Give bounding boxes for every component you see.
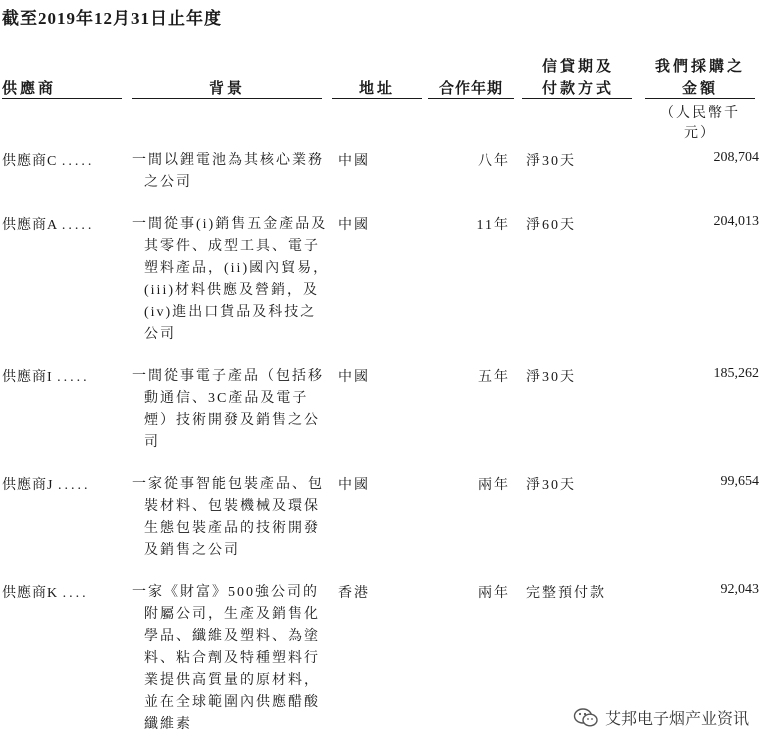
- supplier-location: 中國: [338, 370, 370, 385]
- supplier-name: 供應商I .....: [2, 370, 90, 385]
- header-rule-purchase: [645, 98, 755, 99]
- supplier-name: 供應商K ....: [2, 586, 89, 601]
- supplier-terms: 淨60天: [526, 218, 576, 233]
- supplier-terms: 完整預付款: [526, 586, 606, 601]
- supplier-terms: 淨30天: [526, 370, 576, 385]
- supplier-background: 一間從事(i)銷售五金產品及其零件、成型工具、電子塑料產品，(ii)國內貿易，(iii)材料供應及營銷，及(iv)進出口貨品及科技之公司: [132, 217, 330, 342]
- unit-label: （人民幣千元）: [660, 106, 740, 141]
- supplier-name: 供應商A .....: [2, 218, 95, 233]
- supplier-years: 11年: [476, 218, 510, 233]
- header-purchase: [645, 56, 755, 100]
- supplier-location: 中國: [338, 154, 370, 169]
- page-title: 截至2019年12月31日止年度: [2, 9, 222, 28]
- supplier-years: 兩年: [478, 586, 510, 601]
- header-location: 地址: [358, 81, 395, 97]
- header-purchase-line1: 我們採購之: [654, 59, 745, 75]
- supplier-years: 五年: [478, 370, 510, 385]
- header-rule-background: [132, 98, 322, 99]
- supplier-years: 八年: [478, 154, 510, 169]
- supplier-background: 一家《財富》500強公司的附屬公司，生產及銷售化學品、纖維及塑料、為塗料、粘合劑及特種塑料行業提供高質量的原材料，並在全球範圍內供應醋酸纖維素: [132, 585, 320, 732]
- supplier-name: 供應商J .....: [2, 478, 91, 493]
- supplier-background: 一間從事電子產品（包括移動通信、3C產品及電子煙）技術開發及銷售之公司: [132, 369, 324, 450]
- header-credit-line2: 付款方式: [541, 81, 614, 97]
- supplier-amount: 204,013: [713, 214, 759, 229]
- supplier-years: 兩年: [478, 478, 510, 493]
- watermark-text: 艾邦电子烟产业资讯: [604, 709, 749, 728]
- header-credit-line1: 信貸期及: [541, 59, 614, 75]
- supplier-amount: 208,704: [713, 150, 759, 165]
- supplier-name: 供應商C .....: [2, 154, 95, 169]
- supplier-location: 香港: [338, 586, 370, 601]
- header-credit: [522, 56, 634, 100]
- header-purchase-line2: 金額: [681, 81, 718, 97]
- wechat-icon: [573, 707, 599, 729]
- supplier-amount: 92,043: [720, 582, 759, 597]
- header-supplier: 供應商: [2, 81, 57, 97]
- header-rule-supplier: [2, 98, 122, 99]
- supplier-amount: 185,262: [713, 366, 759, 381]
- supplier-amount: 99,654: [720, 474, 759, 489]
- header-background: 背景: [208, 81, 245, 97]
- watermark: [569, 704, 753, 731]
- header-years: 合作年期: [438, 81, 503, 97]
- header-rule-years: [428, 98, 514, 99]
- supplier-location: 中國: [338, 218, 370, 233]
- supplier-background: 一家從事智能包裝產品、包裝材料、包裝機械及環保生態包裝產品的技術開發及銷售之公司: [132, 477, 324, 558]
- header-rule-credit: [522, 98, 632, 99]
- supplier-terms: 淨30天: [526, 478, 576, 493]
- supplier-location: 中國: [338, 478, 370, 493]
- header-rule-location: [332, 98, 422, 99]
- supplier-terms: 淨30天: [526, 154, 576, 169]
- supplier-background: 一間以鋰電池為其核心業務之公司: [132, 153, 324, 190]
